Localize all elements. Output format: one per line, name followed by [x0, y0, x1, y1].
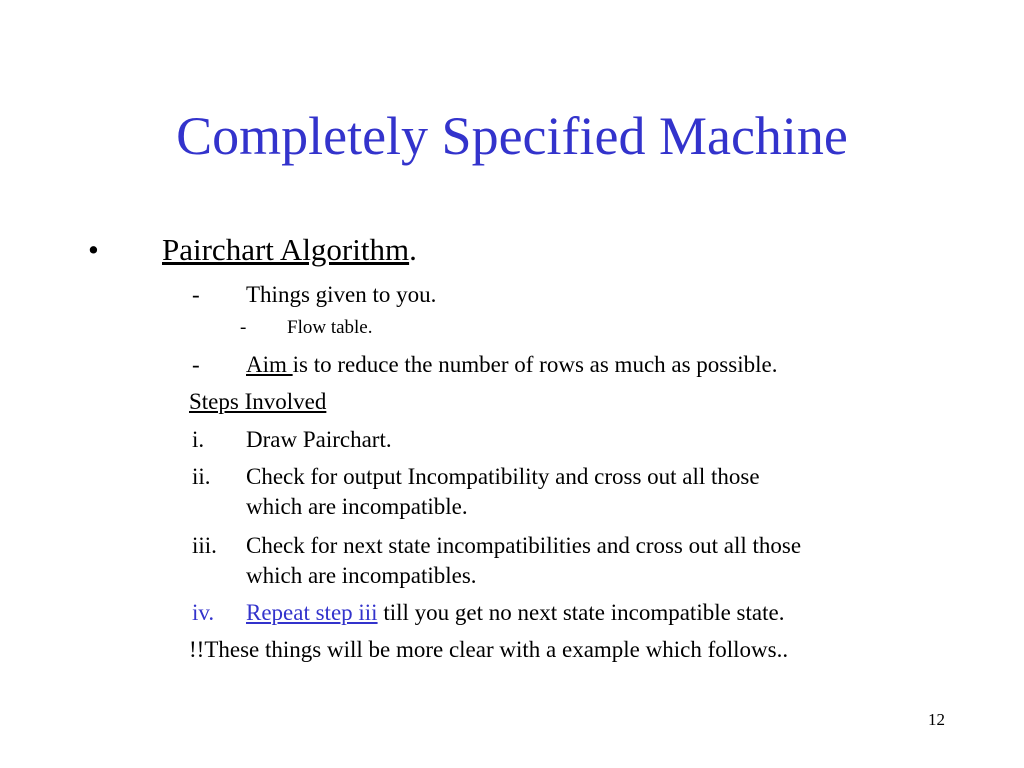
step-2-text-line-2: which are incompatible.: [246, 494, 468, 519]
aim-line: [246, 350, 777, 380]
flow-table-text: Flow table.: [287, 317, 373, 338]
step-4-text: till you get no next state incompatible state.: [377, 600, 785, 625]
aim-marker: -: [192, 352, 200, 377]
aim-text: is to reduce the number of rows as much as possible.: [292, 352, 778, 377]
heading-period: .: [409, 232, 417, 267]
aim-link[interactable]: Aim: [246, 352, 293, 377]
pairchart-algorithm-heading: Pairchart Algorithm: [162, 232, 410, 267]
repeat-step-link[interactable]: Repeat step iii: [246, 600, 378, 625]
step-4-marker: iv.: [192, 600, 215, 625]
page-number: 12: [928, 710, 945, 729]
given-text: Things given to you.: [246, 282, 437, 307]
step-3-text-line-1: Check for next state incompatibilities and cross out all those: [246, 533, 802, 558]
step-2-text-line-1: Check for output Incompatibility and cross out all those: [246, 464, 760, 489]
step-2-marker: ii.: [192, 464, 211, 489]
steps-heading: Steps Involved: [189, 389, 327, 414]
bullet-symbol: •: [88, 232, 99, 267]
step-3-text-line-2: which are incompatibles.: [246, 563, 477, 588]
step-3-marker: iii.: [192, 533, 217, 558]
step-1-marker: i.: [192, 427, 205, 452]
flow-table-marker: -: [240, 317, 247, 338]
bullet-heading: [162, 230, 417, 270]
step-1-text: Draw Pairchart.: [246, 427, 392, 452]
slide-title: Completely Specified Machine: [176, 106, 848, 166]
closing-note: !!These things will be more clear with a example which follows..: [189, 637, 789, 662]
step-4-line: [246, 598, 784, 628]
given-marker: -: [192, 282, 200, 307]
